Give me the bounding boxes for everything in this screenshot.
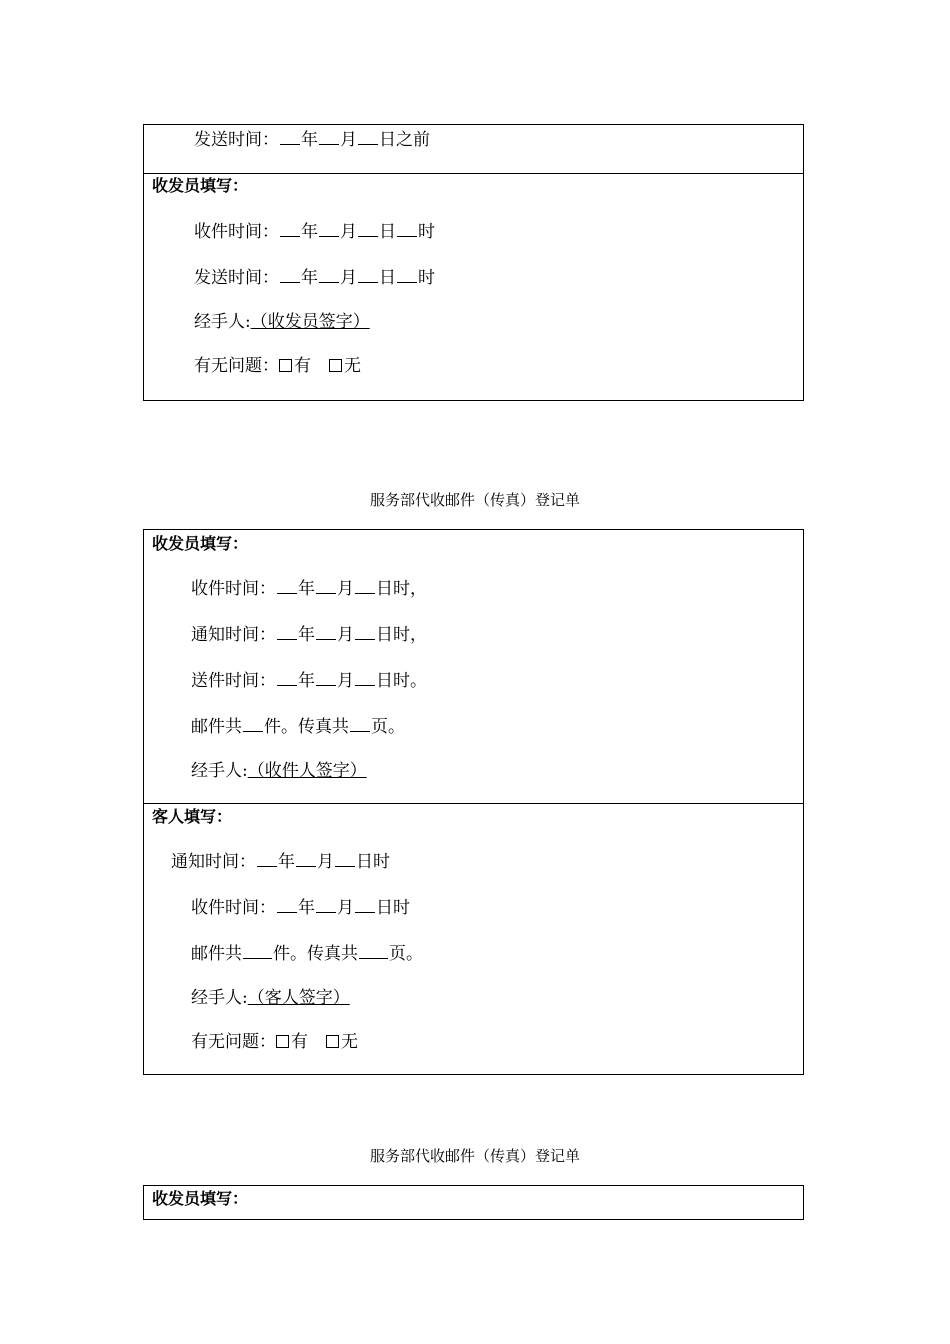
form1-problem: 有无问题： 有 无: [194, 356, 361, 376]
form1-send-section: [144, 125, 803, 173]
day-blank[interactable]: [358, 219, 378, 237]
form3-title: 服务部代收邮件（传真）登记单: [369, 1147, 580, 1165]
fax-count-blank[interactable]: [350, 714, 370, 732]
form2-title: 服务部代收邮件（传真）登记单: [369, 491, 580, 509]
checkbox-no[interactable]: [329, 359, 342, 372]
month-blank[interactable]: [316, 895, 336, 913]
signature-field[interactable]: （收件人签字）: [247, 761, 367, 781]
fax-count-blank[interactable]: [359, 941, 388, 959]
day-blank[interactable]: [355, 576, 375, 594]
signature-field[interactable]: （客人签字）: [247, 988, 350, 1008]
form3-table: [143, 1185, 804, 1220]
month-blank[interactable]: [316, 622, 336, 640]
form3-clerk-section: [144, 1186, 803, 1219]
form1-table: [143, 124, 804, 401]
checkbox-no[interactable]: [326, 1035, 339, 1048]
section-header: 客人填写：: [152, 807, 233, 826]
day-blank[interactable]: [335, 849, 355, 867]
form1-receive-time: 收件时间： 年 月 日 时: [194, 219, 435, 243]
form2-guest-receive-time: 收件时间： 年 月 日时: [191, 895, 410, 919]
day-blank[interactable]: [355, 622, 375, 640]
month-blank[interactable]: [316, 576, 336, 594]
form1-send-time: 发送时间： 年 月 日之前: [194, 127, 430, 151]
year-blank[interactable]: [280, 265, 300, 283]
checkbox-yes[interactable]: [276, 1035, 289, 1048]
form1-handler: 经手人:（收发员签字）: [194, 312, 370, 332]
form2-deliver-time: 送件时间： 年 月 日时。: [191, 668, 427, 692]
hour-blank[interactable]: [397, 219, 417, 237]
form2-mail-count: 邮件共 件。传真共 页。: [191, 714, 405, 738]
form2-guest-problem: 有无问题： 有 无: [191, 1032, 358, 1052]
day-blank[interactable]: [358, 265, 378, 283]
section-header: 收发员填写：: [152, 176, 249, 195]
day-blank[interactable]: [358, 127, 378, 145]
form2-guest-handler: 经手人:（客人签字）: [191, 988, 350, 1008]
form2-handler: 经手人:（收件人签字）: [191, 761, 367, 781]
form2-table: [143, 529, 804, 1075]
day-blank[interactable]: [355, 895, 375, 913]
mail-count-blank[interactable]: [243, 714, 263, 732]
year-blank[interactable]: [277, 668, 297, 686]
section-header: 收发员填写：: [152, 1189, 249, 1208]
form2-receive-time: 收件时间： 年 月 日时，: [191, 576, 427, 600]
month-blank[interactable]: [319, 127, 339, 145]
signature-field[interactable]: （收发员签字）: [250, 312, 370, 332]
form2-guest-mail-count: 邮件共 件。传真共 页。: [191, 941, 423, 965]
form2-clerk-section: [144, 530, 803, 803]
month-blank[interactable]: [319, 265, 339, 283]
form2-guest-notify-time: 通知时间： 年 月 日时: [171, 849, 390, 873]
year-blank[interactable]: [277, 576, 297, 594]
checkbox-yes[interactable]: [279, 359, 292, 372]
hour-blank[interactable]: [397, 265, 417, 283]
form1-clerk-section: [144, 173, 803, 401]
section-header: 收发员填写：: [152, 534, 249, 553]
year-blank[interactable]: [257, 849, 277, 867]
form1-send-time-clerk: 发送时间： 年 月 日 时: [194, 265, 435, 289]
year-blank[interactable]: [277, 895, 297, 913]
form2-guest-section: [144, 803, 803, 1075]
mail-count-blank[interactable]: [243, 941, 272, 959]
month-blank[interactable]: [316, 668, 336, 686]
form2-notify-time: 通知时间： 年 月 日时，: [191, 622, 427, 646]
year-blank[interactable]: [280, 127, 300, 145]
year-blank[interactable]: [280, 219, 300, 237]
year-blank[interactable]: [277, 622, 297, 640]
day-blank[interactable]: [355, 668, 375, 686]
month-blank[interactable]: [296, 849, 316, 867]
month-blank[interactable]: [319, 219, 339, 237]
